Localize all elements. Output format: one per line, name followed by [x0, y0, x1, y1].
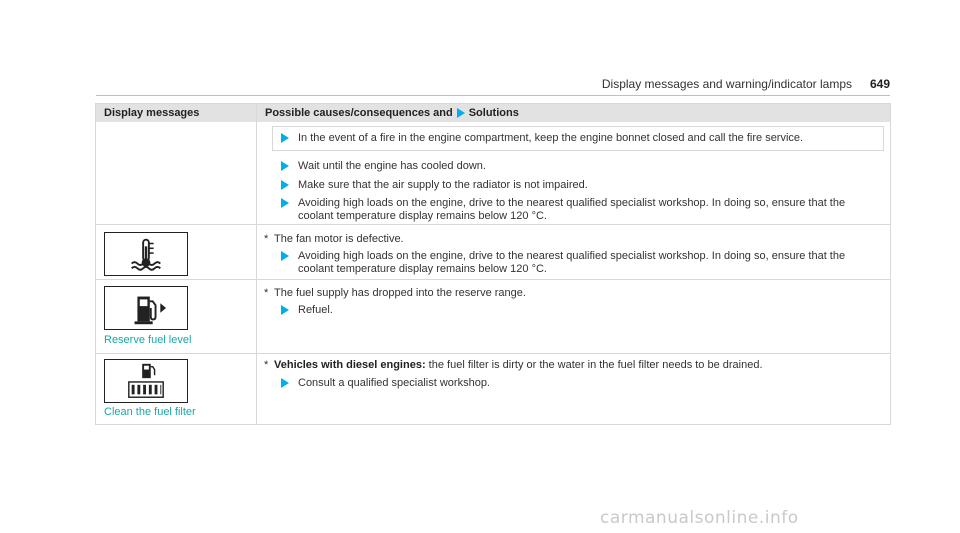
- arrow-icon: [281, 305, 289, 315]
- fuel-filter-icon: [104, 359, 188, 403]
- col-causes-header: [265, 107, 519, 119]
- coolant-temperature-icon: [104, 232, 188, 276]
- step-item: Consult a qualified specialist workshop.: [281, 377, 878, 390]
- step-item: In the event of a fire in the engine compartment, keep the engine bonnet closed and call the fire service.: [281, 132, 878, 145]
- arrow-icon: [281, 198, 289, 208]
- fire-warning-box: [272, 126, 884, 151]
- step-item: Avoiding high loads on the engine, drive to the nearest qualified specialist workshop. In doing so, ensure that the coolant temperature display remains below 120 °C.: [281, 250, 878, 276]
- arrow-icon: [281, 251, 289, 261]
- watermark: carmanualsonline.info: [600, 508, 799, 528]
- row-divider: [96, 279, 890, 280]
- messages-table: [95, 103, 891, 425]
- step-item: Refuel.: [281, 304, 878, 317]
- fuel-filter-caption: Clean the fuel filter: [104, 406, 196, 418]
- step-item: Avoiding high loads on the engine, drive to the nearest qualified specialist workshop. In doing so, ensure that the coolant temperature display remains below 120 °C.: [281, 197, 878, 223]
- cause-text: * Vehicles with diesel engines: the fuel filter is dirty or the water in the fuel filter needs to be drained.: [264, 359, 763, 371]
- arrow-icon: [281, 133, 289, 143]
- row-divider: [96, 353, 890, 354]
- cause-text: * The fan motor is defective.: [264, 233, 404, 245]
- step-item: Wait until the engine has cooled down.: [281, 160, 878, 173]
- column-divider: [256, 104, 257, 424]
- arrow-icon: [457, 108, 465, 118]
- cause-text: * The fuel supply has dropped into the reserve range.: [264, 287, 526, 299]
- page-number: 649: [869, 77, 890, 91]
- step-item: Make sure that the air supply to the radiator is not impaired.: [281, 179, 878, 192]
- col-solutions-label: Solutions: [468, 107, 519, 119]
- page-header: [96, 78, 890, 96]
- arrow-icon: [281, 378, 289, 388]
- arrow-icon: [281, 161, 289, 171]
- col-causes-label: Possible causes/consequences and: [265, 107, 453, 119]
- arrow-icon: [281, 180, 289, 190]
- col-display-messages-header: Display messages: [104, 107, 200, 119]
- reserve-fuel-caption: Reserve fuel level: [104, 334, 192, 346]
- table-header: [96, 104, 890, 122]
- header-title: Display messages and warning/indicator lamps: [601, 77, 852, 91]
- row-divider: [96, 224, 890, 225]
- fuel-pump-icon: [104, 286, 188, 330]
